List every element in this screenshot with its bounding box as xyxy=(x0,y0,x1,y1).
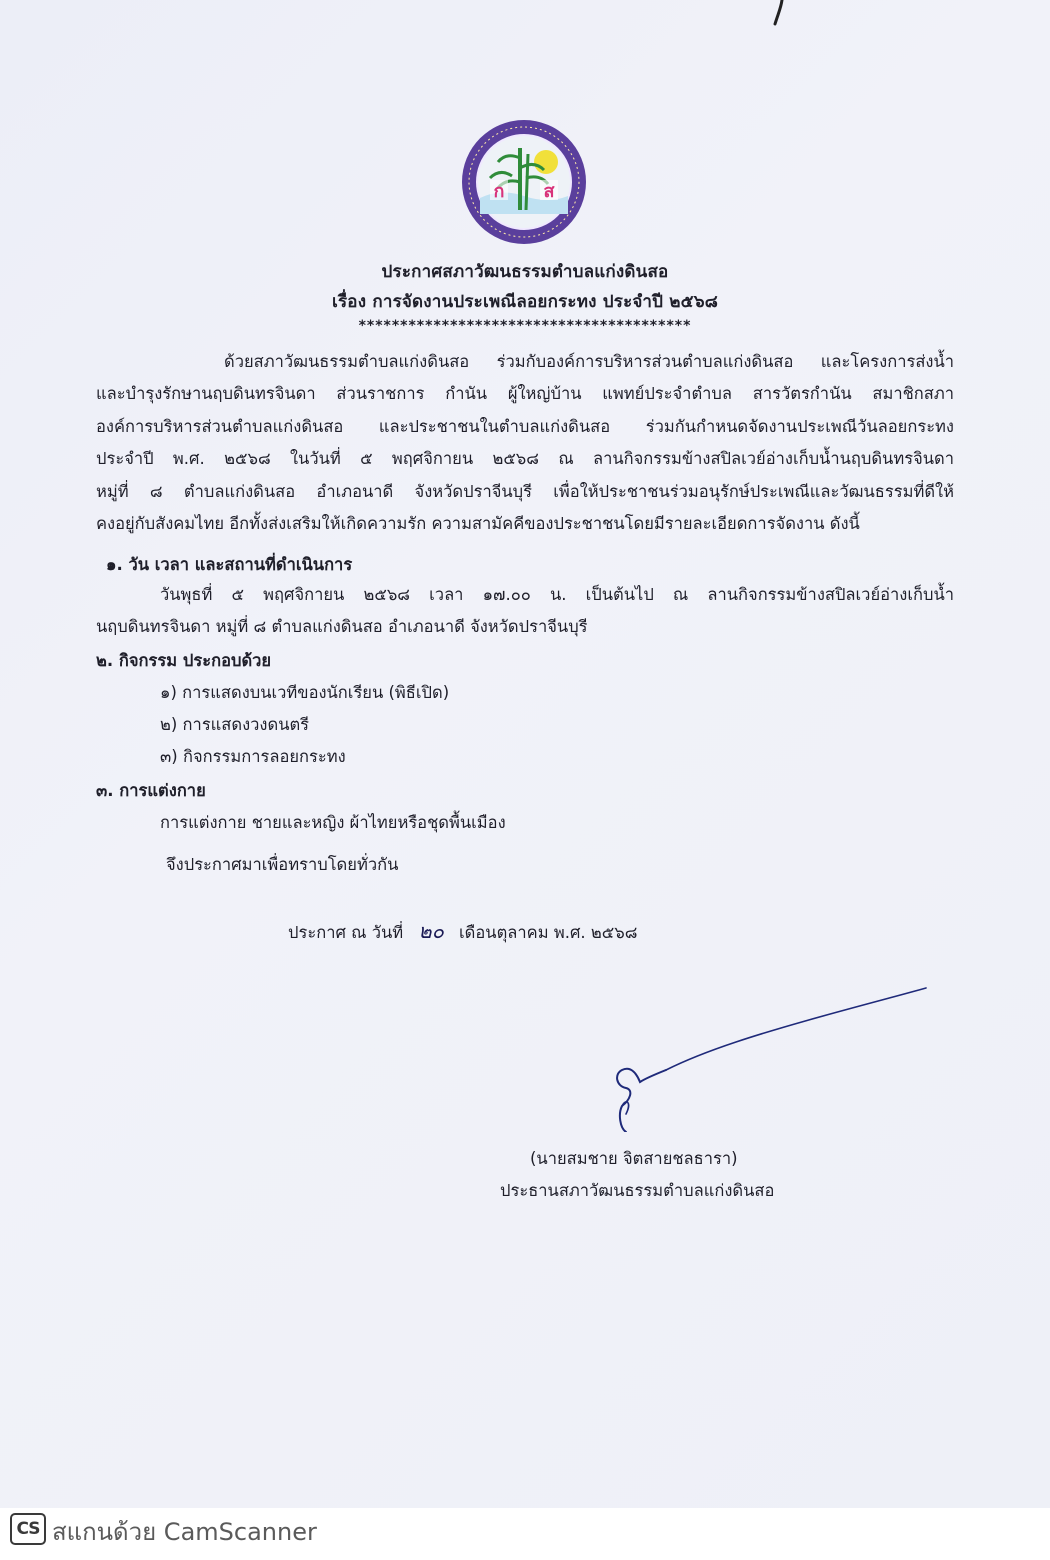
list-item: ๑) การแสดงบนเวทีของนักเรียน (พิธีเปิด) xyxy=(160,683,450,702)
announcement-subject: เรื่อง การจัดงานประเพณีลอยกระทง ประจำปี ๒๕๖๘ xyxy=(331,292,719,312)
intro-paragraph xyxy=(96,346,954,540)
section-heading: ๑. วัน เวลา และสถานที่ดำเนินการ xyxy=(106,555,353,574)
intro-line: ด้วยสภาวัฒนธรรมตำบลแก่งดินสอ ร่วมกับองค์การบริหารส่วนตำบลแก่งดินสอ และโครงการส่งน้ำ xyxy=(224,352,954,371)
list-item: ๓) กิจกรรมการลอยกระทง xyxy=(160,747,346,766)
section-text: วันพุธที่ ๕ พฤศจิกายน ๒๕๖๘ เวลา ๑๗.๐๐ น. เป็นต้นไป ณ ลานกิจกรรมข้างสปิลเวย์อ่างเก็บน้ำ xyxy=(160,585,954,604)
signature xyxy=(596,982,936,1132)
svg-text:ส: ส xyxy=(543,181,555,202)
intro-line: คงอยู่กับสังคมไทย อีกทั้งส่งเสริมให้เกิดความรัก ความสามัคคีของประชาชนโดยมีรายละเอียดการจัดงาน ดังนี้ xyxy=(96,514,860,534)
announcement-date xyxy=(288,915,638,947)
separator-line: **************************************** xyxy=(358,318,692,334)
section-heading: ๓. การแต่งกาย xyxy=(96,781,206,800)
intro-line: หมู่ที่ ๘ ตำบลแก่งดินสอ อำเภอนาดี จังหวัดปราจีนบุรี เพื่อให้ประชาชนร่วมอนุรักษ์ประเพณีและวัฒนธรรมที่ดีให้ xyxy=(96,481,954,501)
section-text: นฤบดินทรจินดา หมู่ที่ ๘ ตำบลแก่งดินสอ อำเภอนาดี จังหวัดปราจีนบุรี xyxy=(96,617,588,636)
announcement-title: ประกาศสภาวัฒนธรรมตำบลแก่งดินสอ xyxy=(381,262,669,282)
closing-sentence: จึงประกาศมาเพื่อทราบโดยทั่วกัน xyxy=(166,855,399,874)
date-prefix: ประกาศ ณ วันที่ xyxy=(288,923,404,942)
intro-line: ประจำปี พ.ศ. ๒๕๖๘ ในวันที่ ๕ พฤศจิกายน ๒๕๖๘ ณ ลานกิจกรรมข้างสปิลเวย์อ่างเก็บน้ำนฤบดินทรจินดา xyxy=(96,449,954,469)
handwritten-day: ๒๐ xyxy=(418,919,444,943)
svg-text:ก: ก xyxy=(493,181,505,202)
signer-position: ประธานสภาวัฒนธรรมตำบลแก่งดินสอ xyxy=(500,1181,775,1200)
section-heading: ๒. กิจกรรม ประกอบด้วย xyxy=(96,651,272,670)
ink-mark xyxy=(772,0,786,26)
intro-line: องค์การบริหารส่วนตำบลแก่งดินสอ และประชาชนในตำบลแก่งดินสอ ร่วมกันกำหนดจัดงานประเพณีวันลอยกระทง xyxy=(96,416,954,436)
intro-line: และบำรุงรักษานฤบดินทรจินดา ส่วนราชการ กำนัน ผู้ใหญ่บ้าน แพทย์ประจำตำบล สารวัตรกำนัน สมาชิกสภา xyxy=(96,384,954,404)
camscanner-watermark: สแกนด้วย CamScanner xyxy=(52,1518,317,1546)
date-suffix: เดือนตุลาคม พ.ศ. ๒๕๖๘ xyxy=(459,923,638,942)
camscanner-logo-icon: CS xyxy=(10,1513,46,1545)
signer-name: (นายสมชาย จิตสายชลธารา) xyxy=(530,1149,738,1168)
list-item: ๒) การแสดงวงดนตรี xyxy=(160,715,310,734)
council-emblem xyxy=(460,118,588,246)
section-text: การแต่งกาย ชายและหญิง ผ้าไทยหรือชุดพื้นเมือง xyxy=(160,813,506,832)
